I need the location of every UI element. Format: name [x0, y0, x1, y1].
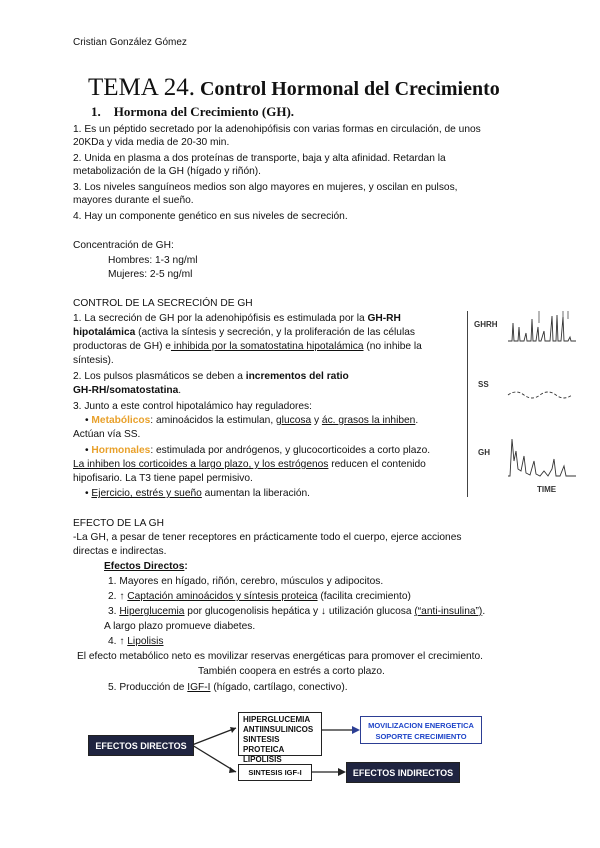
paragraph-1a: 1. Es un péptido secretado por la adenohipófisis con varias formas en circulación, de unos: [73, 124, 481, 135]
energy-line-1: MOVILIZACION ENERGETICA: [368, 721, 474, 730]
concentration-men: Hombres: 1-3 ng/ml: [108, 255, 198, 266]
control-line-4: síntesis).: [73, 355, 114, 366]
title-number: TEMA 24.: [88, 74, 195, 101]
ss-label: SS: [478, 380, 489, 389]
paragraph-4: 4. Hay un componente genético en sus niveles de secreción.: [73, 211, 348, 222]
igf-synthesis-box: SINTESIS IGF-I: [238, 764, 312, 781]
page-title: [88, 74, 500, 102]
concentration-label: Concentración de GH:: [73, 240, 174, 251]
time-label: TIME: [537, 485, 557, 494]
control-line-6: GH-RH/somatostatina.: [73, 385, 182, 396]
control-line-3: productoras de GH) e inhibida por la somatostatina hipotalámica (no inhibe la: [73, 341, 422, 352]
pulse-graph-svg: [468, 311, 597, 497]
control-line-5: 2. Los pulsos plasmáticos se deben a incrementos del ratio: [73, 371, 349, 382]
metabolic-net-effect: El efecto metabólico neto es movilizar reservas energéticas para promover el crecimiento.: [77, 651, 483, 662]
direct-effect-4: 4. ↑ Lipolisis: [108, 636, 164, 647]
control-line-metabolic: • Metabólicos: aminoácidos la estimulan, glucosa y ác. grasos la inhiben.: [85, 415, 419, 426]
direct-effects-heading: Efectos Directos:: [104, 561, 188, 572]
ss-trace: [508, 392, 572, 398]
control-line-12: hipofisario. La T3 tiene papel permisivo.: [73, 473, 253, 484]
title-text: Control Hormonal del Crecimiento: [199, 78, 500, 100]
list-item-hyperglycemia: HIPERGLUCEMIA: [243, 715, 311, 724]
section-heading-gh: 1. Hormona del Crecimiento (GH).: [91, 104, 295, 119]
arrowhead-igf: [229, 767, 236, 773]
gh-trace: [508, 439, 576, 476]
direct-effect-3: 3. Hiperglucemia por glucogenolisis hepática y ↓ utilización glucosa (“anti-insulina”).: [108, 606, 486, 617]
list-item-lipolysis: LIPOLISIS: [243, 755, 282, 764]
arrow-to-list: [192, 728, 236, 745]
control-heading: CONTROL DE LA SECRECIÓN DE GH: [73, 298, 253, 309]
arrow-to-igf: [192, 745, 236, 772]
list-item-protein-synthesis: SINTESIS PROTEICA: [243, 735, 285, 754]
control-line-11: La inhiben los corticoides a largo plazo, y los estrógenos reducen el contenido: [73, 459, 426, 470]
control-line-7: 3. Junto a este control hipotalámico hay reguladores:: [73, 401, 312, 412]
control-line-exercise: • Ejercicio, estrés y sueño aumentan la liberación.: [85, 488, 311, 499]
arrowhead-indirect: [338, 768, 346, 776]
author-name: Cristian González Gómez: [73, 37, 187, 48]
direct-effect-5: 5. Producción de IGF-I (hígado, cartílago, conectivo).: [108, 682, 348, 693]
concentration-women: Mujeres: 2-5 ng/ml: [108, 269, 193, 280]
paragraph-3b: mayores durante el sueño.: [73, 195, 194, 206]
arrowhead-energy: [352, 726, 360, 734]
paragraph-1b: 20KDa y vida media de 20-30 min.: [73, 137, 230, 148]
control-line-hormonal: • Hormonales: estimulada por andrógenos, y glucocorticoides a corto plazo.: [85, 445, 431, 456]
effect-line-1: -La GH, a pesar de tener receptores en prácticamente todo el cuerpo, ejerce acciones: [73, 532, 462, 543]
paragraph-2b: metabolización de la GH (hígado y riñón).: [73, 166, 262, 177]
stress-cooperation: También coopera en estrés a corto plazo.: [198, 666, 385, 677]
paragraph-2a: 2. Unida en plasma a dos proteínas de transporte, baja y alta afinidad. Retardan la: [73, 153, 446, 164]
effect-heading: EFECTO DE LA GH: [73, 518, 164, 529]
effect-line-2: directas e indirectas.: [73, 546, 167, 557]
energy-mobilization-box: [360, 716, 482, 744]
indirect-effects-box: EFECTOS INDIRECTOS: [346, 762, 460, 783]
ghrh-label: GHRH: [474, 320, 498, 329]
direct-effect-1: 1. Mayores en hígado, riñón, cerebro, músculos y adipocitos.: [108, 576, 384, 587]
control-line-1: 1. La secreción de GH por la adenohipófisis es estimulada por la GH-RH: [73, 313, 401, 324]
paragraph-3a: 3. Los niveles sanguíneos medios son algo mayores en mujeres, y oscilan en pulsos,: [73, 182, 458, 193]
list-item-antiinsulin: ANTIINSULINICOS: [243, 725, 314, 734]
direct-effect-2: 2. ↑ Captación aminoácidos y síntesis proteica (facilita crecimiento): [108, 591, 411, 602]
direct-effects-list: [238, 712, 322, 764]
direct-effect-3b: A largo plazo promueve diabetes.: [104, 621, 256, 632]
direct-effects-box: EFECTOS DIRECTOS: [88, 735, 194, 756]
control-line-2: hipotalámica (activa la síntesis y secreción, y la proliferación de las células: [73, 327, 415, 338]
pulse-graph: [467, 311, 597, 497]
ghrh-trace: [508, 315, 576, 341]
gh-label: GH: [478, 448, 490, 457]
energy-line-2: SOPORTE CRECIMIENTO: [375, 732, 467, 741]
control-line-9: Actúan vía SS.: [73, 429, 141, 440]
